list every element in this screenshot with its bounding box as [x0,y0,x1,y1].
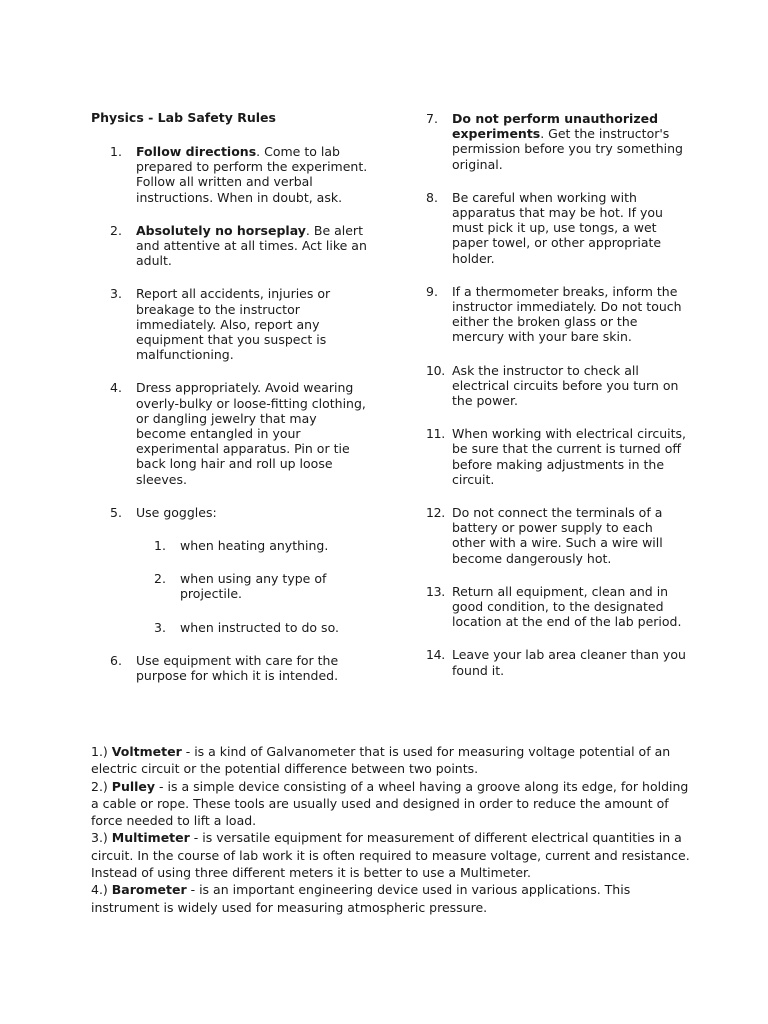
list-item [426,584,686,630]
definition-paragraph [91,743,691,778]
item-text: When working with electrical circuits, be sure that the current is turned off before making adjustments in the circuit. [452,426,686,487]
definition-term: Multimeter [111,830,190,846]
list-item [426,505,686,566]
definition-number: 1.) [91,744,112,759]
definition-text: - is a kind of Galvanometer that is used for measuring voltage potential of an electric circuit or the potential difference between two points. [91,744,671,777]
item-text [136,223,368,269]
item-text: when instructed to do so. [180,619,339,635]
list-item [426,284,686,345]
definition-number: 3.) [91,830,112,846]
item-heading: Do not perform unauthorized experiments [452,111,659,142]
document-title: Physics - Lab Safety Rules [91,110,276,125]
item-text: Do not connect the terminals of a battery or power supply to each other with a wire. Such a wire will become dangerously hot. [452,505,663,566]
definition-paragraph [91,829,691,881]
item-number: 13. [426,583,445,599]
item-number: 10. [426,362,445,378]
list-item [110,223,368,269]
list-item [110,505,368,635]
item-number: 5. [110,504,122,520]
item-text: when using any type of projectile. [180,571,327,602]
definition-paragraph [91,881,691,916]
item-number: 4. [110,380,122,396]
item-number: 7. [426,111,438,126]
item-heading: Absolutely no horseplay [136,222,306,238]
item-text: Return all equipment, clean and in good condition, to the designated location at the end of the lab period. [452,583,682,630]
rules-list-left [110,144,368,701]
item-text: Ask the instructor to check all electrical circuits before you turn on the power. [452,362,679,409]
definition-term: Voltmeter [111,744,182,759]
list-item [426,111,686,172]
definition-number: 4.) [91,882,112,898]
item-text: Use equipment with care for the purpose for which it is intended. [136,652,339,684]
sublist-item [154,571,368,601]
definition-text: - is versatile equipment for measurement of different electrical quantities in a circuit. In the course of lab work it is often required to measure voltage, current and resistance. Instead of using three different meters it is better to use a Multimeter. [91,830,690,881]
list-item [426,363,686,409]
item-number: 3. [110,286,122,302]
sublist-item [154,620,368,635]
item-number: 9. [426,283,438,299]
item-text: when heating anything. [180,538,329,554]
item-number: 2. [154,571,166,587]
list-item [426,426,686,487]
list-item [426,190,686,266]
list-item [426,647,686,677]
list-item [110,144,368,205]
item-text [136,505,368,635]
definition-text: - is a simple device consisting of a wheel having a groove along its edge, for holding a cable or rope. These tools are usually used and designed in order to reduce the amount of force needed to lift a load. [91,778,689,829]
definition-text: - is an important engineering device used in various applications. This instrument is widely used for measuring atmospheric pressure. [91,882,631,915]
item-text: If a thermometer breaks, inform the instructor immediately. Do not touch either the broken glass or the mercury with your bare skin. [452,283,682,345]
item-text: Dress appropriately. Avoid wearing overly-bulky or loose-fitting clothing, or dangling jewelry that may become entangled in your experimental apparatus. Pin or tie back long hair and roll up loose sleeves. [136,380,366,487]
list-item [110,380,368,486]
rules-list-right [426,111,686,696]
definition-paragraph [91,778,691,830]
definitions-section [91,743,691,916]
goggles-sublist [154,538,368,635]
item-heading: Follow directions [136,144,257,159]
item-text: Leave your lab area cleaner than you found it. [452,647,686,678]
item-body: . Come to lab prepared to perform the experiment. Follow all written and verbal instructions. When in doubt, ask. [136,144,368,205]
item-number: 6. [110,652,122,668]
item-text: Be careful when working with apparatus that may be hot. If you must pick it up, use tongs, a wet paper towel, or other appropriate holder. [452,189,663,266]
item-number: 12. [426,505,445,521]
item-body: . Get the instructor's permission before you try something original. [452,126,683,172]
item-number: 2. [110,222,122,238]
item-number: 8. [426,189,438,205]
list-item [110,286,368,362]
item-number: 1. [110,144,122,159]
item-number: 3. [154,619,166,635]
sublist-item [154,538,368,553]
item-body: Use goggles: [136,504,217,520]
list-item [110,653,368,683]
definition-term: Barometer [111,882,187,898]
item-body: . Be alert and attentive at all times. Act like an adult. [136,222,367,269]
item-text [136,144,368,205]
item-number: 1. [154,538,166,554]
item-number: 11. [426,426,445,442]
item-text [452,111,686,172]
definition-number: 2.) [91,778,112,794]
definition-term: Pulley [111,778,156,794]
item-number: 14. [426,647,445,663]
item-text: Report all accidents, injuries or breakage to the instructor immediately. Also, report any equipment that you suspect is malfunctioning. [136,286,331,363]
